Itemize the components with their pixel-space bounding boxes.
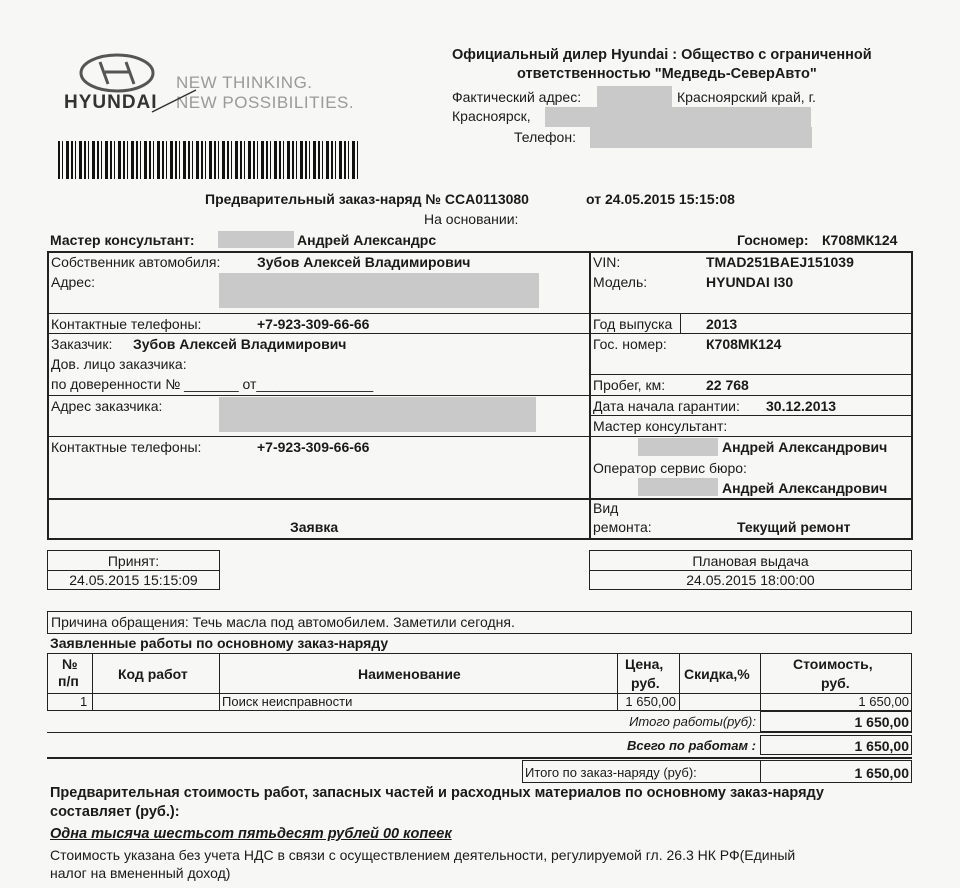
- order-basis: На основании:: [424, 211, 519, 227]
- redacted-block: [597, 86, 672, 108]
- master-label: Мастер консультант:: [50, 232, 195, 248]
- vat-line-1: Стоимость указана без учета НДС в связи с осуществлением деятельности, регулируемой гл. 26.3 НК РФ(Единый: [50, 847, 796, 863]
- consultant-label: Мастер консультант:: [593, 418, 728, 434]
- slogan-line-2: NEW POSSIBILITIES.: [176, 93, 355, 112]
- col-price-1: Цена,: [625, 656, 664, 672]
- col-discount: Скидка,%: [684, 666, 750, 682]
- redacted-block: [545, 107, 811, 127]
- customer-name: Зубов Алексей Владимирович: [133, 336, 347, 352]
- col-name: Наименование: [358, 666, 461, 682]
- customer-phones-label: Контактные телефоны:: [51, 439, 202, 455]
- dealer-title-line-2: ответственностью "Медведь-СеверАвто": [517, 66, 817, 82]
- accepted-value: 24.05.2015 15:15:09: [69, 572, 198, 588]
- mileage-value: 22 768: [706, 377, 749, 393]
- customer-label: Заказчик:: [51, 336, 113, 352]
- subtotal-value: 1 650,00: [854, 714, 909, 730]
- order-title: Предварительный заказ-наряд № CCA0113080: [205, 191, 529, 207]
- dealer-title-line-1: Официальный дилер Hyundai : Общество с ограниченной: [452, 47, 872, 63]
- customer-address-label: Адрес заказчика:: [51, 398, 163, 414]
- row-name: Поиск неисправности: [222, 694, 353, 709]
- year-label: Год выпуска: [593, 316, 673, 332]
- proxy-doc: по доверенности № _______ от_______________: [51, 376, 374, 392]
- col-num-2: п/п: [58, 673, 79, 689]
- row-price: 1 650,00: [625, 694, 676, 709]
- col-cost-1: Стоимость,: [793, 656, 873, 672]
- redacted-block: [219, 273, 539, 308]
- repair-value: Текущий ремонт: [737, 519, 851, 535]
- year-value: 2013: [706, 316, 738, 332]
- planned-value: 24.05.2015 18:00:00: [686, 572, 815, 588]
- operator-label: Оператор сервис бюро:: [593, 460, 747, 476]
- col-code: Код работ: [118, 666, 188, 682]
- reason-box: [47, 611, 912, 634]
- vin-label: VIN:: [593, 254, 621, 270]
- row-cost: 1 650,00: [858, 694, 909, 709]
- repair-label-2: ремонта:: [593, 519, 652, 535]
- row-num: 1: [80, 694, 88, 709]
- order-total-label: Итого по заказ-наряду (руб):: [525, 765, 697, 780]
- col-price-2: руб.: [631, 675, 660, 691]
- request-label: Заявка: [290, 519, 339, 535]
- dealer-address-region: Красноярский край, г.: [677, 89, 816, 105]
- barcode: [58, 141, 358, 179]
- mileage-label: Пробег, км:: [593, 377, 666, 393]
- warranty-value: 30.12.2013: [766, 398, 837, 414]
- dealer-phone-label: Телефон:: [514, 129, 576, 145]
- vin-value: TMAD251BAEJ151039: [706, 254, 854, 270]
- owner-address-label: Адрес:: [51, 274, 95, 290]
- owner-label: Собственник автомобиля:: [51, 254, 221, 270]
- total-value: 1 650,00: [854, 738, 909, 754]
- planned-box: [589, 550, 912, 590]
- redacted-block: [638, 438, 718, 456]
- repair-label-1: Вид: [593, 500, 619, 516]
- redacted-block: [219, 397, 536, 432]
- owner-phones: +7-923-309-66-66: [257, 316, 370, 332]
- model-label: Модель:: [593, 274, 648, 290]
- dealer-address-city: Красноярск,: [452, 108, 531, 124]
- plate-value: К708МК124: [822, 232, 898, 248]
- warranty-label: Дата начала гарантии:: [593, 398, 740, 414]
- redacted-block: [590, 127, 812, 148]
- works-title: Заявленные работы по основному заказ-наряду: [50, 635, 389, 651]
- order-total-value: 1 650,00: [854, 765, 909, 781]
- hyundai-emblem-icon: [78, 52, 156, 94]
- model-value: HYUNDAI I30: [706, 274, 794, 290]
- reason-text: Причина обращения: Течь масла под автомобилем. Заметили сегодня.: [51, 614, 515, 630]
- brand-name: HYUNDAI: [64, 92, 158, 113]
- subtotal-label: Итого работы(руб):: [629, 714, 756, 729]
- total-label: Всего по работам :: [626, 738, 756, 753]
- operator-name: Андрей Александрович: [722, 480, 888, 496]
- planned-label: Плановая выдача: [692, 553, 809, 569]
- proxy-label: Дов. лицо заказчика:: [51, 356, 187, 372]
- plate-label: Госномер:: [737, 232, 809, 248]
- pen-mark-icon: [150, 86, 200, 116]
- gos-value: К708МК124: [706, 336, 782, 352]
- redacted-block: [218, 231, 294, 248]
- col-num-1: №: [62, 656, 78, 672]
- owner-name: Зубов Алексей Владимирович: [257, 254, 471, 270]
- owner-phones-label: Контактные телефоны:: [51, 316, 202, 332]
- dealer-address-label: Фактический адрес:: [452, 89, 582, 105]
- estimate-line-1: Предварительная стоимость работ, запасных частей и расходных материалов по основному заказ-наряду: [50, 785, 824, 801]
- col-cost-2: руб.: [821, 675, 850, 691]
- customer-phones: +7-923-309-66-66: [257, 439, 370, 455]
- redacted-block: [638, 478, 718, 496]
- master-name: Андрей Александрс: [297, 232, 437, 248]
- amount-in-words: Одна тысяча шестьсот пятьдесят рублей 00 копеек: [50, 826, 452, 842]
- estimate-line-2: составляет (руб.):: [50, 804, 180, 820]
- consultant-name: Андрей Александрович: [722, 439, 888, 455]
- accepted-label: Принят:: [107, 553, 160, 569]
- vat-line-2: налог на вмененный доход): [50, 865, 231, 881]
- gos-label: Гос. номер:: [593, 336, 667, 352]
- accepted-box: [47, 550, 220, 590]
- order-date: от 24.05.2015 15:15:08: [586, 191, 735, 207]
- slogan-line-1: NEW THINKING.: [176, 73, 313, 92]
